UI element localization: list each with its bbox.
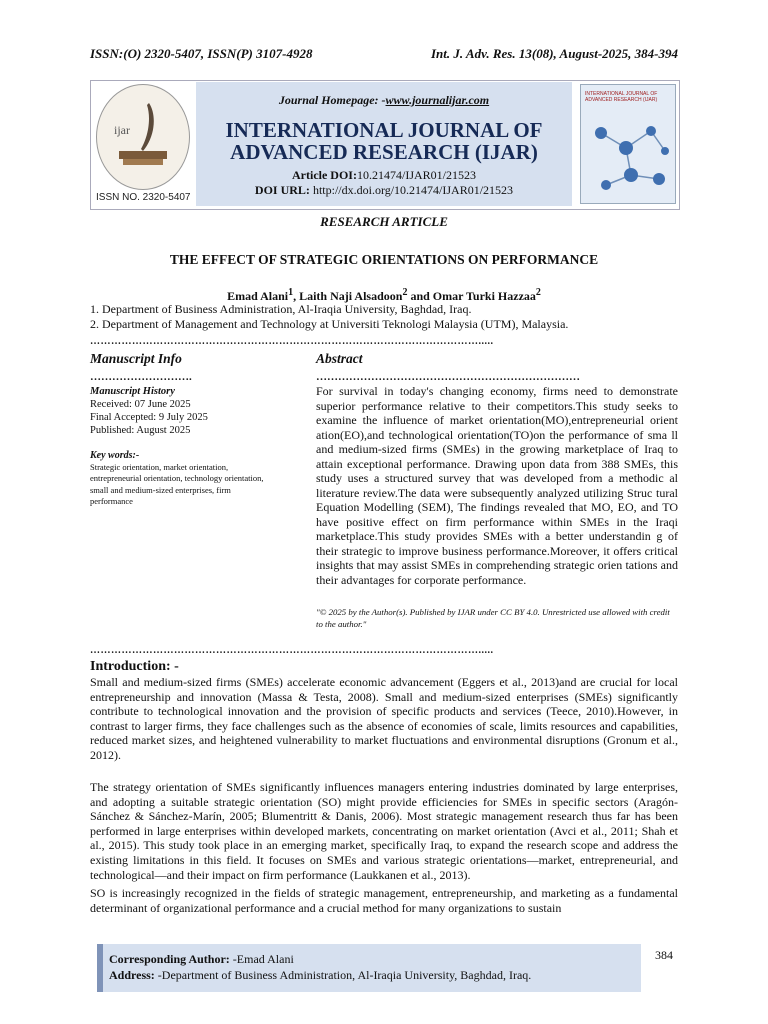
affiliation-2: 2. Department of Management and Technology at Universiti Teknologi Malaysia (UTM), Malaysia. <box>90 317 569 331</box>
page-number: 384 <box>655 948 673 962</box>
affiliation-1: 1. Department of Business Administration, Al-Iraqia University, Baghdad, Iraq. <box>90 302 472 316</box>
cover-title: INTERNATIONAL JOURNAL OF ADVANCED RESEARCH (IJAR) <box>585 91 658 103</box>
address-value: -Department of Business Administration, Al-Iraqia University, Baghdad, Iraq. <box>157 968 532 982</box>
ijar-logo-icon <box>96 84 190 190</box>
journal-title <box>196 119 572 163</box>
author-1: Emad Alani <box>227 289 289 303</box>
affiliations <box>90 302 568 332</box>
keywords-heading: Key words:- <box>90 450 140 461</box>
author-2-sup: 2 <box>402 287 408 298</box>
logo-wordmark: ijar <box>114 123 130 137</box>
issn-text: ISSN:(O) 2320-5407, ISSN(P) 3107-4928 <box>90 46 313 61</box>
corr-label: Corresponding Author: <box>109 952 233 966</box>
manuscript-dots: ………………………. <box>90 371 192 383</box>
article-type: RESEARCH ARTICLE <box>320 214 448 229</box>
manuscript-info-heading: Manuscript Info <box>90 351 182 366</box>
introduction-heading: Introduction: - <box>90 659 179 674</box>
journal-title-line1: INTERNATIONAL JOURNAL OF <box>225 118 543 142</box>
journal-homepage <box>196 93 572 108</box>
homepage-label: Journal Homepage: - <box>278 93 386 107</box>
homepage-link[interactable]: www.journalijar.com <box>385 93 490 107</box>
received-date: Received: 07 June 2025 <box>90 399 191 410</box>
logo-issn: ISSN NO. 2320-5407 <box>96 192 191 203</box>
article-doi-label: Article DOI: <box>292 168 357 182</box>
doi-url-link[interactable]: http://dx.doi.org/10.21474/IJAR01/21523 <box>312 183 514 197</box>
article-title: THE EFFECT OF STRATEGIC ORIENTATIONS ON PERFORMANCE <box>169 252 599 267</box>
abstract-heading: Abstract <box>316 351 363 366</box>
separator-bottom: …………………………………………………………………………………………………..... <box>90 645 494 656</box>
accepted-date: Final Accepted: 9 July 2025 <box>90 412 208 423</box>
author-1-sup: 1 <box>288 287 294 298</box>
doi-block <box>196 168 572 198</box>
author-3-sup: 2 <box>535 287 541 298</box>
journal-cover-image <box>580 84 676 204</box>
abstract-text: For survival in today's changing economy, firms need to demonstrate superior performance relative to their competitors.This study seeks to examine the influence of market orientation(MO),entrepreneurial orient ation(EO),and technological orientation(TO)on the performance of sma ll and medium-sized firms (SMEs) in the growing marketplace of Iraq to attain exceptional performance. Drawing upon data from 388 SMEs, this study uses a structured survey that was developed from a methodic al literature review.The data were subsequently analyzed utilizing Struc tural Equation Modelling (SEM), The findings revealed that MO, EO, and TO have positive effect on firm performance within SMEs in the Iraqi marketplace.This study provides SMEs with a better understandin g of their strategic to improve business performance.Moreover, it offers critical insights that may assist SMEs in comprehending strategic orien tations and their advantages for corporate performance. <box>316 384 678 587</box>
address-label: Address: <box>109 968 158 982</box>
keywords-block <box>90 450 270 508</box>
published-date: Published: August 2025 <box>90 425 191 436</box>
author-2: , Laith Naji Alsadoon <box>293 289 403 303</box>
intro-paragraph-1: Small and medium-sized firms (SMEs) accelerate economic advancement (Eggers et al., 2013)and are crucial for local entrepreneurship and innovation (Massa & Testa, 2008). Small and medium-sized enterprises (SMEs) significantly contribute to technological innovation and the provision of specific products and services (Teece, 2010).However, in contrast to larger firms, they face challenges such as the absence of economies of scale, limits resources and capabilities, reduced market sizes, and heightened vulnerability to market fluctuations and environmental disruptions (Gronum et al., 2012). <box>90 675 678 762</box>
intro-paragraph-3: SO is increasingly recognized in the fields of strategic management, entrepreneurship, and marketing as a fundamental determinant of organizational performance and a crucial method for many organizations to sustain <box>90 886 678 915</box>
history-heading: Manuscript History <box>90 386 175 397</box>
journal-title-line2: ADVANCED RESEARCH (IJAR) <box>230 140 538 164</box>
separator-top: …………………………………………………………………………………………………..... <box>90 336 494 347</box>
author-3: and Omar Turki Hazzaa <box>407 289 536 303</box>
citation-text: Int. J. Adv. Res. 13(08), August-2025, 384-394 <box>430 46 678 61</box>
article-doi: 10.21474/IJAR01/21523 <box>356 168 476 182</box>
intro-paragraph-2: The strategy orientation of SMEs significantly influences managers entering industries dominated by large enterprises, and adopting a suitable strategic orientation (SO) might provide efficiencies for SMEs in specific sectors (Aragón-Sánchez & Sánchez-Marín, 2005; Blumentritt & Danis, 2006). Most strategic management research thus far has been performed in large enterprises within developed markets, concentrating on market orientation (Avci et al., 2011; Shah et al., 2015). This study took place in an emerging market, specifically Iraq, to expand the research scope and address the existing limitations in this field. It focuses on SMEs and various strategic orientations—market, entrepreneurial, and technological—and their impact on firm performance (Laukkanen et al., 2013). <box>90 780 678 882</box>
running-header <box>90 46 678 62</box>
abstract-dots: ……………………………………………………………… <box>316 371 580 383</box>
manuscript-history <box>90 385 208 437</box>
license-notice: "© 2025 by the Author(s). Published by IJAR under CC BY 4.0. Unrestricted use allowed with credit to the author." <box>316 607 670 629</box>
corresponding-author-box <box>97 944 641 992</box>
corr-value: -Emad Alani <box>232 952 294 966</box>
keywords-list: Strategic orientation, market orientation, entrepreneurial orientation, technology orientation, small and medium-sized enterprises, firm performance <box>90 461 264 506</box>
doi-url-label: DOI URL: <box>254 183 310 197</box>
molecule-icon <box>581 103 675 203</box>
